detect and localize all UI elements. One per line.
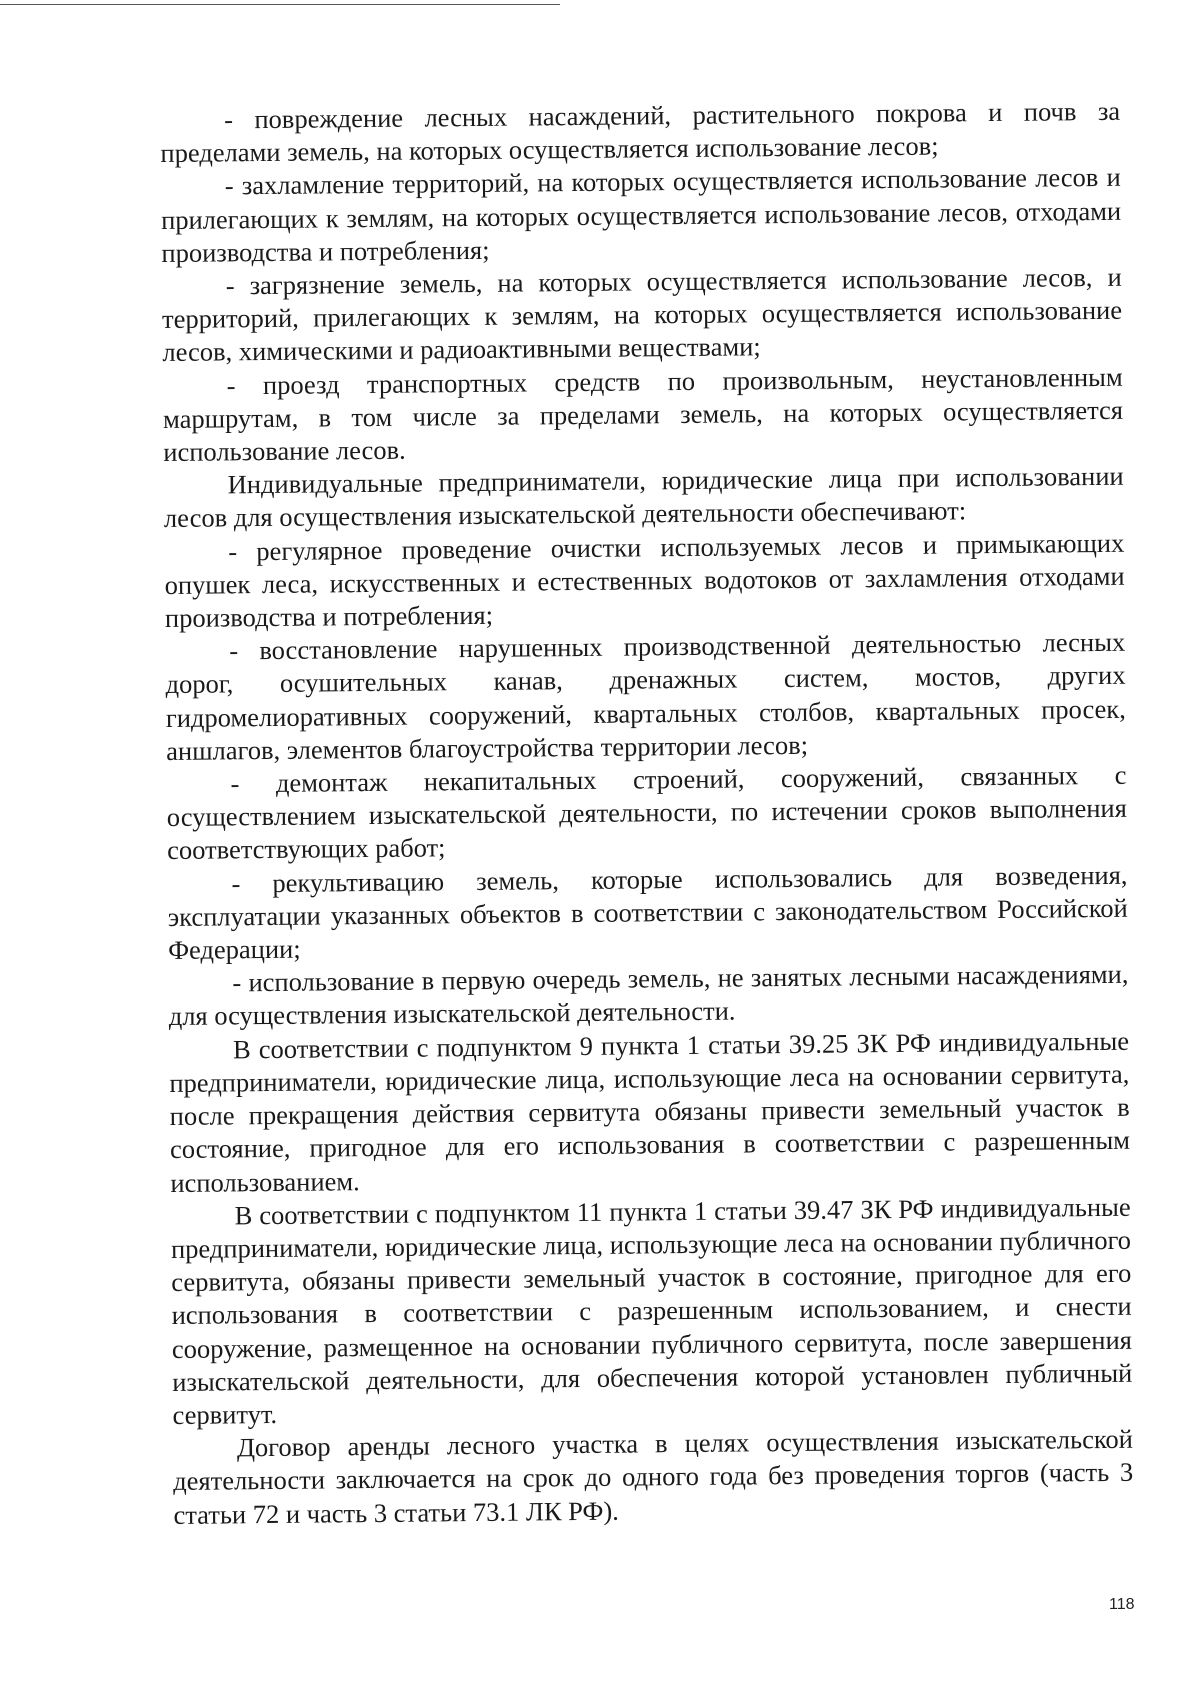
paragraph: - проезд транспортных средств по произвольным, неустановленным маршрутам, в том числе за пределами земель, на которых осуществляется использование лесов. [162, 361, 1124, 468]
paragraph: В соответствии с подпунктом 11 пункта 1 статьи 39.47 ЗК РФ индивидуальные предприниматели, юридические лица, использующие леса на основании публичного сервитута, обязаны привести земельный участок в состояние, пригодное для его использования в соответствии с разрешенным использованием, и снести сооружение, размещенное на основании публичного сервитута, после завершения изыскательской деятельности, для обеспечения которой установлен публичный сервитут. [170, 1191, 1133, 1430]
page-number: 118 [1109, 1596, 1135, 1613]
paragraph: В соответствии с подпунктом 9 пункта 1 статьи 39.25 ЗК РФ индивидуальные предприниматели, юридические лица, использующие леса на основании сервитута, после прекращения действия сервитута обязаны привести земельный участок в состояние, пригодное для его использования в соответствии с разрешенным использованием. [169, 1025, 1131, 1198]
paragraph: - захламление территорий, на которых осуществляется использование лесов и прилегающих к землям, на которых осуществляется использование лесов, отходами производства и потребления; [160, 162, 1122, 268]
paragraph: - использование в первую очередь земель, не занятых лесными насаждениями, для осуществления изыскательской деятельности. [168, 959, 1129, 1032]
paragraph: - загрязнение земель, на которых осуществляется использование лесов, и территорий, прилегающих к землям, на которых осуществляется использование лесов, химическими и радиоактивными веществами; [161, 261, 1123, 368]
paragraph: - регулярное проведение очистки используемых лесов и примыкающих опушек леса, искусственных и естественных водотоков от захламления отходами производства и потребления; [164, 527, 1125, 634]
paragraph: - восстановление нарушенных производственной деятельностью лесных дорог, осушительных канав, дренажных систем, мостов, других гидромелиоративных сооружений, квартальных столбов, квартальных просек, аншлагов, элементов благоустройства территории лесов; [165, 627, 1126, 766]
paragraph: - повреждение лесных насаждений, растительного покрова и почв за пределами земель, на которых осуществляется использование лесов; [160, 95, 1121, 169]
document-body [160, 95, 1134, 1532]
paragraph: Договор аренды лесного участка в целях осуществления изыскательской деятельности заключается на срок до одного года без проведения торгов (часть 3 статьи 72 и часть 3 статьи 73.1 ЛК РФ). [173, 1423, 1134, 1530]
paragraph: - демонтаж некапитальных строений, сооружений, связанных с осуществлением изыскательской деятельности, по истечении сроков выполнения соответствующих работ; [166, 759, 1127, 866]
top-rule [0, 4, 560, 5]
paragraph: - рекультивацию земель, которые использовались для возведения, эксплуатации указанных объектов в соответствии с законодательством Российской Федерации; [167, 859, 1128, 966]
paragraph: Индивидуальные предприниматели, юридические лица при использовании лесов для осуществления изыскательской деятельности обеспечивают: [163, 461, 1124, 534]
